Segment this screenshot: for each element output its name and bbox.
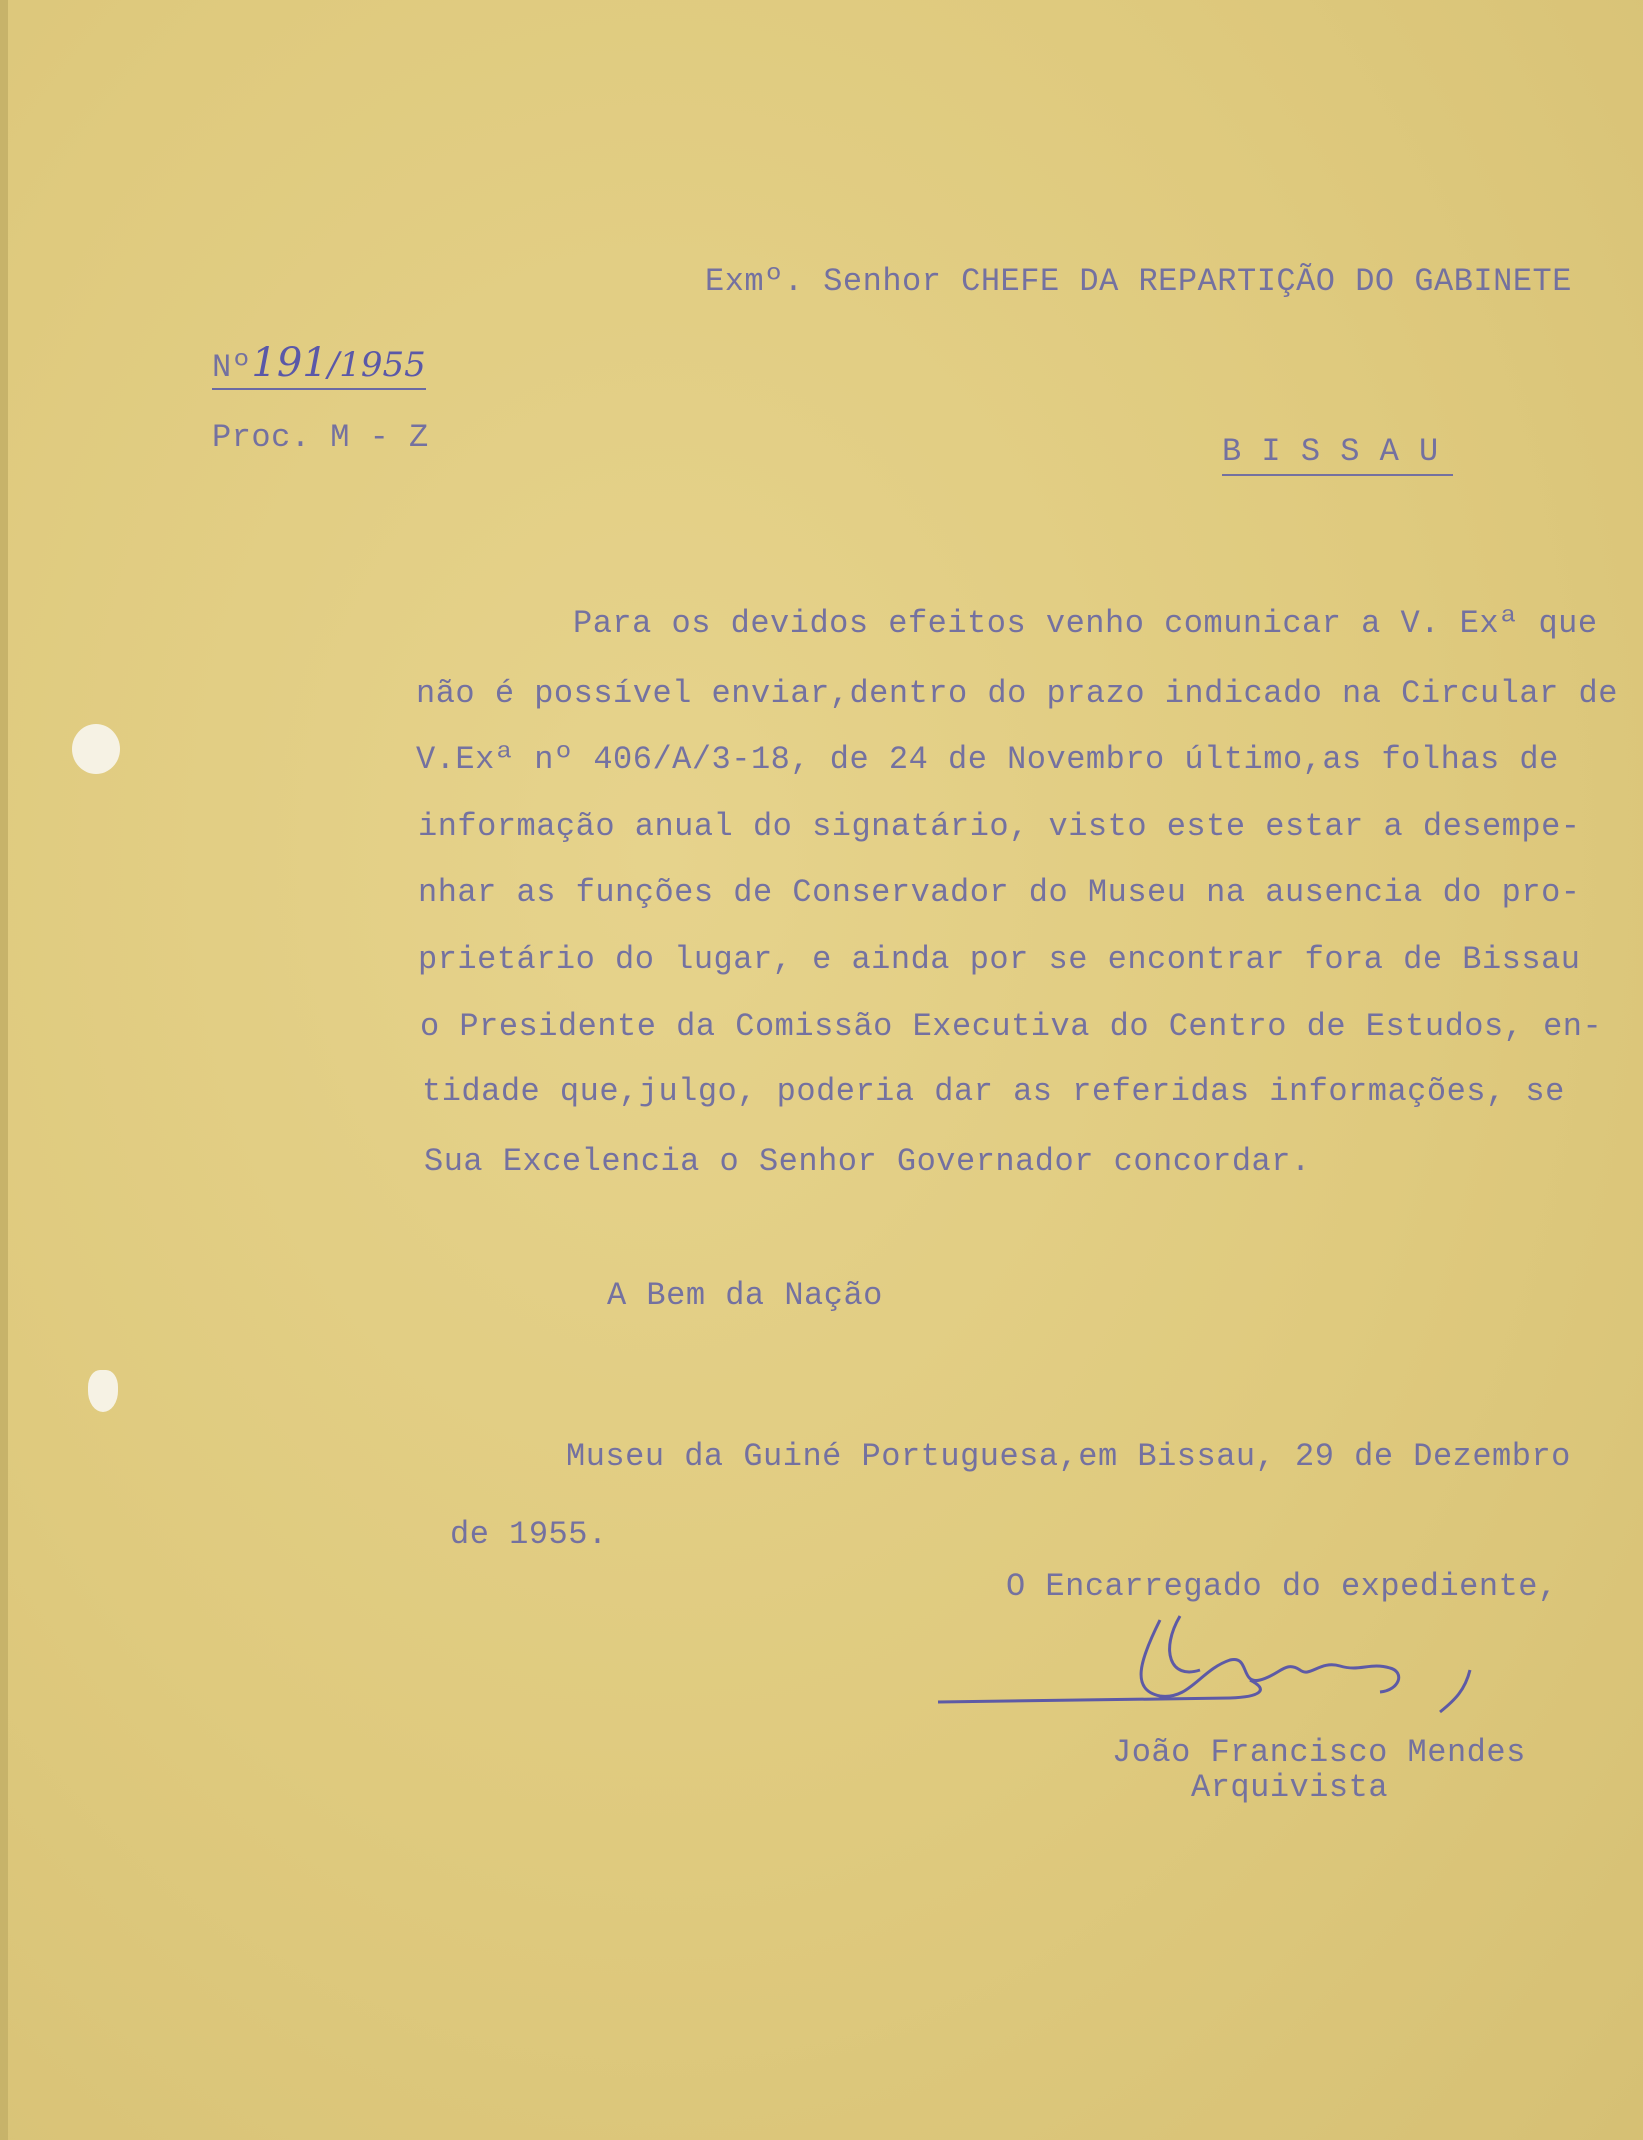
body-line: prietário do lugar, e ainda por se encontrar fora de Bissau (418, 941, 1581, 978)
body-line: Sua Excelencia o Senhor Governador concordar. (424, 1143, 1311, 1180)
body-line: não é possível enviar,dentro do prazo indicado na Circular de (416, 675, 1618, 712)
body-line: o Presidente da Comissão Executiva do Centro de Estudos, en- (420, 1008, 1603, 1045)
addressee: Exmº. Senhor CHEFE DA REPARTIÇÃO DO GABINETE (705, 263, 1572, 300)
process-reference: Proc. M - Z (212, 419, 429, 456)
number-handwritten: 191 (251, 340, 328, 386)
body-line: V.Exª nº 406/A/3-18, de 24 de Novembro último,as folhas de (416, 741, 1559, 778)
reference-number (212, 340, 426, 390)
body-line: Para os devidos efeitos venho comunicar a V. Exª que (573, 605, 1598, 642)
closing: A Bem da Nação (607, 1277, 883, 1314)
body-line: informação anual do signatário, visto este estar a desempe- (418, 808, 1581, 845)
year-handwritten: /1955 (327, 345, 426, 385)
number-prefix: Nº (212, 349, 252, 386)
signer-title: Arquivista (1191, 1769, 1389, 1806)
place-date-line1: Museu da Guiné Portuguesa,em Bissau, 29 de Dezembro (566, 1438, 1571, 1475)
body-line: tidade que,julgo, poderia dar as referidas informações, se (422, 1073, 1565, 1110)
handwritten-signature (930, 1600, 1510, 1720)
punch-hole (72, 724, 120, 774)
city: B I S S A U (1222, 436, 1453, 476)
paper-edge (0, 0, 8, 2140)
signer-role: O Encarregado do expediente, (1006, 1568, 1558, 1605)
signer-name: João Francisco Mendes (1112, 1734, 1526, 1771)
body-line: nhar as funções de Conservador do Museu na ausencia do pro- (418, 874, 1581, 911)
place-date-line2: de 1955. (450, 1516, 608, 1553)
torn-hole (88, 1370, 118, 1412)
